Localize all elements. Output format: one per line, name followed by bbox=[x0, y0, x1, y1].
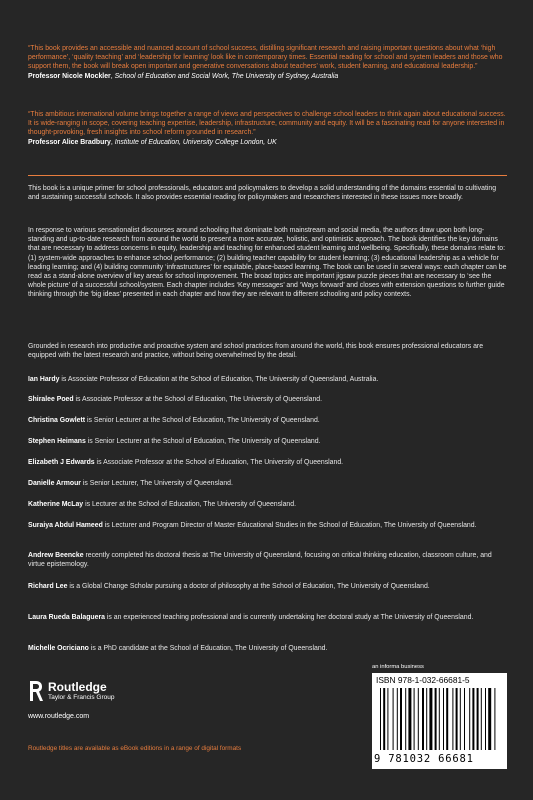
author-bio bbox=[28, 500, 507, 509]
author-description: is Associate Professor at the School of Education, The University of Queensland. bbox=[94, 459, 344, 466]
author-bio bbox=[28, 395, 507, 404]
author-name: Elizabeth J Edwards bbox=[28, 459, 95, 466]
author-name: Richard Lee bbox=[28, 583, 68, 590]
author-description: is Senior Lecturer at the School of Education, The University of Queensland. bbox=[85, 417, 320, 424]
barcode-icon bbox=[378, 688, 501, 752]
author-name: Christina Gowlett bbox=[28, 417, 86, 424]
author-bio bbox=[28, 437, 507, 446]
author-description: is Associate Professor at the School of Education, The University of Queensland. bbox=[73, 396, 323, 403]
author-bio bbox=[28, 375, 507, 384]
author-bio bbox=[28, 613, 507, 622]
barcode-digits: 9 781032 66681 bbox=[374, 753, 474, 765]
author-bio bbox=[28, 521, 507, 530]
author-name: Andrew Beencke bbox=[28, 552, 84, 559]
endorsement-quote: “This ambitious international volume brings together a range of views and perspectives to challenge school leaders to think again about educational success. It is wide-ranging in scope, covering teaching expertise, leadership, infrastructure, community and equity. It will be a fascinating read for anyone interested in thought-provoking, fresh insights into school reform grounded in research.” bbox=[28, 111, 506, 137]
author-description: is Lecturer at the School of Education, The University of Queensland. bbox=[83, 501, 296, 508]
endorsement-quote: “This book provides an accessible and nuanced account of school success, distilling significant research and raising important questions about what ‘high performance’, ‘quality teaching’ and ‘leadership for learning’ look like in contemporary times. Essential reading for school and system leaders and those who support them, the book will break open important and generative conversations about teachers’ work, student learning, and educational leadership.” bbox=[28, 45, 503, 71]
author-description: is Associate Professor of Education at the School of Education, The University of Queensland, Australia. bbox=[59, 376, 379, 383]
author-bio bbox=[28, 416, 507, 425]
author-name: Laura Rueda Balaguera bbox=[28, 614, 105, 621]
description-paragraph-1: This book is a unique primer for school professionals, educators and policymakers to develop a solid understanding of the domains essential to cultivating and sustaining successful schools. It also provides essential reading for policymakers and researchers interested in these issues more broadly. bbox=[28, 185, 497, 202]
author-description: is an experienced teaching professional and is currently undertaking her doctoral study at The University of Queensland. bbox=[104, 614, 474, 621]
ebook-notice: Routledge titles are available as eBook editions in a range of digital formats bbox=[28, 745, 242, 752]
author-description: is Lecturer and Program Director of Master Educational Studies in the School of Education, The University of Queensland. bbox=[102, 522, 477, 529]
publisher-group: Taylor & Francis Group bbox=[48, 694, 115, 701]
author-bio bbox=[28, 551, 507, 569]
author-description: recently completed his doctoral thesis at The University of Queensland, focusing on critical thinking education, classroom culture, and virtue epistemology. bbox=[28, 552, 492, 569]
isbn-barcode bbox=[372, 673, 507, 769]
author-name: Stephen Heimans bbox=[28, 438, 86, 445]
author-description: is a Global Change Scholar pursuing a doctor of philosophy at the School of Education, The University of Queensland. bbox=[67, 583, 430, 590]
endorsement-1: “This book provides an accessible and nuanced account of school success, distilling significant research and raising important questions about what ‘high performance’, ‘quality teaching’ and ‘leadership for learning’ look like in contemporary times. Essential reading for school and system leaders and those who support them, the book will break open important and generative conversations about teachers’ work, student learning, and educational leadership.” Professor Nicole Mockler, School of Education and Social Work, The University of Sydney, Australia bbox=[28, 45, 503, 80]
author-bio bbox=[28, 479, 507, 488]
author-description: is Senior Lecturer at the School of Education, The University of Queensland. bbox=[85, 438, 321, 445]
author-name: Shiralee Poed bbox=[28, 396, 74, 403]
author-bio bbox=[28, 458, 507, 467]
author-name: Suraiya Abdul Hameed bbox=[28, 522, 103, 529]
author-name: Danielle Armour bbox=[28, 480, 81, 487]
endorsement-author: Professor Alice Bradbury bbox=[28, 138, 111, 146]
isbn-label: ISBN 978-1-032-66681-5 bbox=[376, 675, 470, 685]
endorsement-2: “This ambitious international volume brings together a range of views and perspectives to challenge school leaders to think again about educational success. It is wide-ranging in scope, covering teaching expertise, leadership, infrastructure, community and equity. It will be a fascinating read for anyone interested in thought-provoking, fresh insights into school reform grounded in research.” Professor Alice Bradbury, Institute of Education, University College London, UK bbox=[28, 111, 506, 146]
author-name: Ian Hardy bbox=[28, 376, 60, 383]
author-name: Katherine McLay bbox=[28, 501, 84, 508]
author-bio bbox=[28, 644, 507, 653]
publisher-name: Routledge bbox=[48, 680, 107, 694]
publisher-url[interactable]: www.routledge.com bbox=[28, 713, 90, 720]
description-paragraph-3: Grounded in research into productive and proactive system and school practices from around the world, this book ensures professional educators are equipped with the latest research and practice, without being overwhelmed by the detail. bbox=[28, 343, 484, 360]
description-paragraph-2: In response to various sensationalist discourses around schooling that dominate both mainstream and social media, the authors draw upon both long-standing and up-to-date research from around the world to present a more accurate, holistic, and optimistic approach. The book identifies the key domains that are necessary to address concerns in equity, leadership and teaching for enhanced student learning and wellbeing. Specifically, these domains relate to: (1) system-wide approaches to enhance school performance; (2) building teacher capability for student learning; (3) educational leadership as a vehicle for leading learning; and (4) building community ‘infrastructures’ for equitable, place-based learning. The book can be used in several ways: each chapter can be read as a stand-alone overview of key areas for school improvement. The broad topics are important jigsaw puzzle pieces that are necessary to ‘see the whole picture’ of a successful school/system. Each chapter includes ‘Key messages’ and ‘Ways forward’ and closes with extension questions to further guide thinking through the ‘big ideas’ presented in each chapter and how they are relevant to different schooling and policy contexts. bbox=[28, 227, 507, 299]
divider bbox=[28, 175, 507, 176]
routledge-r-icon bbox=[28, 680, 44, 702]
endorsement-affiliation: School of Education and Social Work, The University of Sydney, Australia bbox=[114, 72, 339, 80]
informa-tagline: an informa business bbox=[372, 664, 424, 670]
author-bio bbox=[28, 582, 507, 591]
endorsement-author: Professor Nicole Mockler bbox=[28, 72, 111, 80]
author-name: Michelle Ocriciano bbox=[28, 645, 89, 652]
author-description: is Senior Lecturer, The University of Queensland. bbox=[80, 480, 233, 487]
author-description: is a PhD candidate at the School of Education, The University of Queensland. bbox=[88, 645, 328, 652]
endorsement-affiliation: Institute of Education, University College London, UK bbox=[114, 138, 277, 146]
